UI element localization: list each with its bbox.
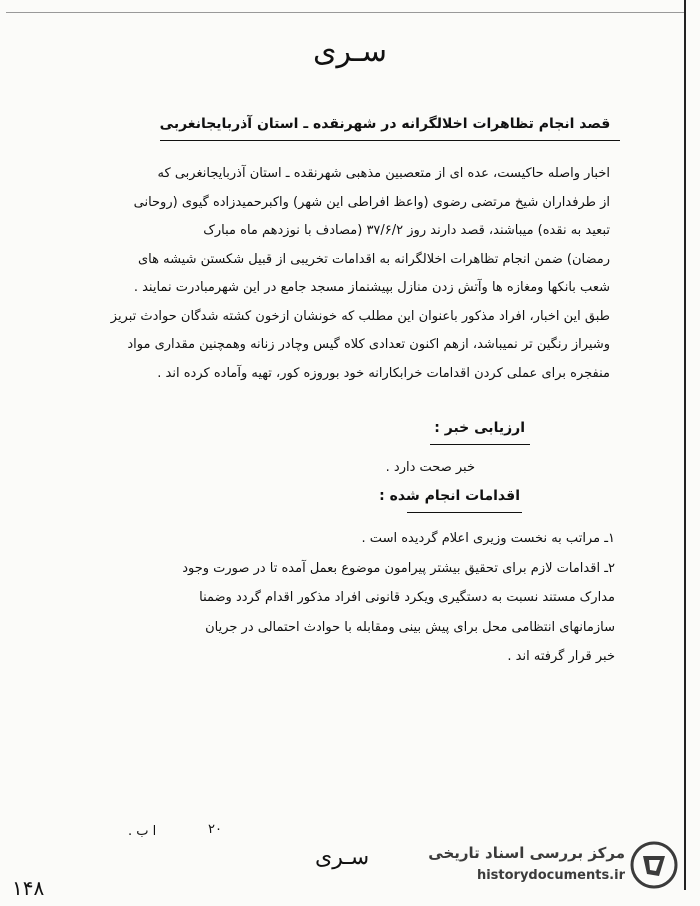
body-line: اخبار واصله حاکیست، عده ای از متعصبین مذهبی شهرنقده ـ استان آذربایجانغربی که xyxy=(157,166,610,181)
archive-logo-icon xyxy=(629,840,679,890)
actions-heading: اقدامات انجام شده : xyxy=(379,488,520,504)
action-line: سازمانهای انتظامی محل برای پیش بینی ومقابله با حوادث احتمالی در جریان xyxy=(205,619,615,635)
watermark-url: historydocuments.ir xyxy=(476,868,625,883)
body-line: از طرفداران شیخ مرتضی رضوی (واعظ افراطی این شهر) واکبرحمیدزاده گیوی (روحانی xyxy=(133,194,610,210)
action-line: مدارک مستند نسبت به دستگیری ویکرد قانونی افراد مذکور اقدام گردد وضمنا xyxy=(199,590,615,605)
assessment-heading: ارزیابی خبر : xyxy=(434,420,525,436)
archive-watermark xyxy=(400,838,685,898)
body-line: طبق این اخبار، افراد مذکور باعنوان این مطلب که خونشان ازخون کشته شدگان حوادث تبریز xyxy=(110,308,610,324)
watermark-name: مرکز بررسی اسناد تاریخی xyxy=(428,844,625,862)
page-number: ۱۴۸ xyxy=(12,876,45,900)
body-line: وشیراز رنگین تر نمیباشد، ازهم اکنون تعدادی کلاه گیس وچادر زنانه وهمچنین مقداری مواد xyxy=(127,337,610,352)
page-top-border xyxy=(6,12,686,13)
action-line: ۲ـ اقدامات لازم برای تحقیق بیشتر پیرامون موضوع بعمل آمده تا در صورت وجود xyxy=(182,560,615,576)
classification-stamp-bottom: سـری xyxy=(315,845,370,870)
body-line: منفجره برای عملی کردن اقدامات خرابکارانه خود بوروزه کور، تهیه وآماده کرده اند . xyxy=(157,365,610,381)
document-subject: قصد انجام تظاهرات اخلالگرانه در شهرنقده ـ استان آذربایجانغربی xyxy=(159,116,611,132)
initials-mark: ا ب . xyxy=(128,824,157,839)
classification-stamp-top: سـری xyxy=(313,34,387,69)
body-line: تبعید به نقده) میباشند، قصد دارند روز ۳۷/۶/۲ (مصادف با نوزدهم ماه مبارک xyxy=(203,223,610,238)
actions-list xyxy=(95,524,615,672)
subject-underline xyxy=(160,140,620,141)
body-line: شعب بانکها ومغازه ها وآتش زدن منازل بپیشنماز مسجد جامع در این شهرمبادرت نمایند . xyxy=(133,280,610,295)
report-body xyxy=(110,160,610,388)
handwritten-number: ۲۰ xyxy=(208,822,222,837)
body-line: رمضان) ضمن انجام تظاهرات اخلالگرانه به اقدامات تخریبی از قبیل شکستن شیشه های xyxy=(137,251,610,267)
actions-underline xyxy=(407,512,522,513)
assessment-underline xyxy=(430,444,530,445)
action-line: ۱ـ مراتب به نخست وزیری اعلام گردیده است . xyxy=(361,531,615,546)
assessment-text: خبر صحت دارد . xyxy=(385,460,475,475)
action-line: خبر قرار گرفته اند . xyxy=(507,649,615,664)
page-right-border xyxy=(684,0,686,890)
